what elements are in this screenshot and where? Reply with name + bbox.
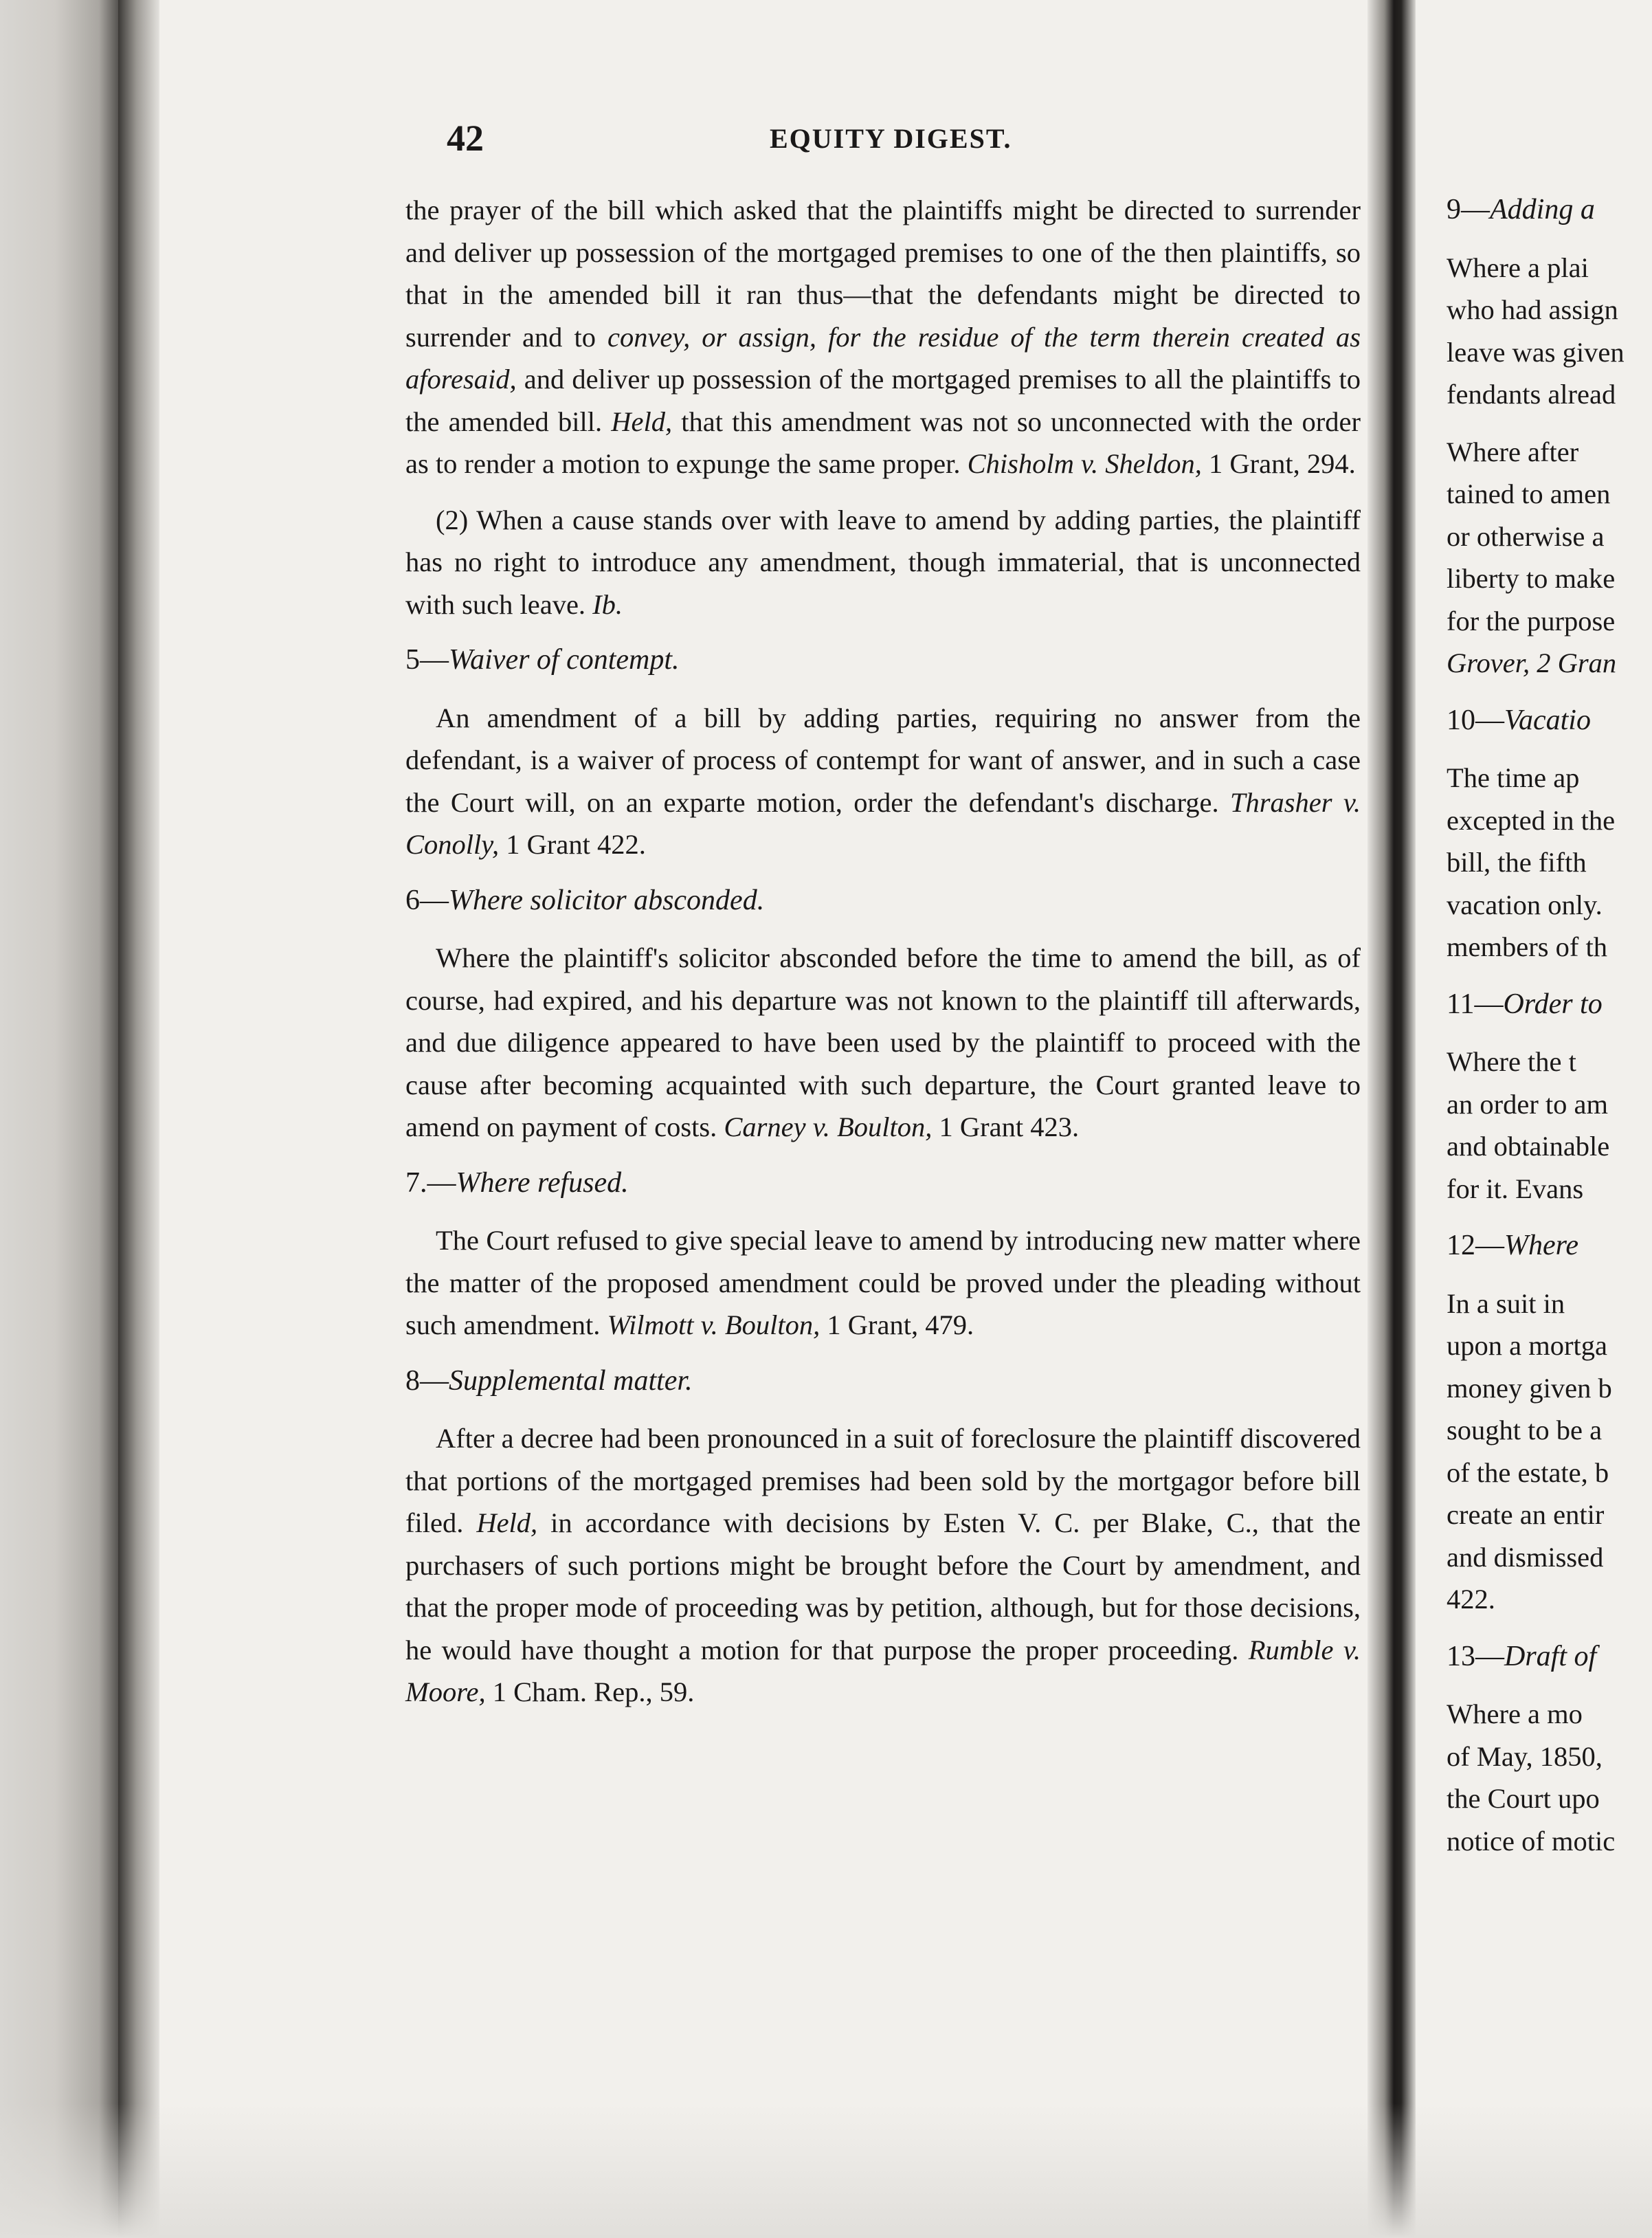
section-heading-11 xyxy=(1447,984,1652,1026)
left-page xyxy=(405,117,1361,1707)
citation-reference: 1 Cham. Rep., 59. xyxy=(485,1676,695,1707)
text-line: In a suit in xyxy=(1447,1287,1565,1319)
scan-bottom-band xyxy=(0,2103,1652,2238)
section-title: Where solicitor absconded. xyxy=(449,884,765,916)
page-number: 42 xyxy=(447,118,484,159)
section-heading-8 xyxy=(405,1360,1361,1403)
text-line: The time ap xyxy=(1447,762,1580,793)
text-line: 422. xyxy=(1447,1584,1495,1615)
text-line: members of th xyxy=(1447,931,1607,962)
text-line: excepted in the xyxy=(1447,804,1616,836)
section-number: 7.— xyxy=(405,1166,456,1199)
text-run: (2) When a cause stands over with leave to amend by adding parties, the plaintiff has no right to introduce any amendment, though immaterial, that is unconnected with such leave. xyxy=(405,504,1361,620)
section-title: Vacatio xyxy=(1504,704,1591,736)
paragraph-8 xyxy=(405,1417,1361,1714)
section-number: 5— xyxy=(405,644,449,676)
text-line: vacation only. xyxy=(1447,889,1603,920)
text-line: who had assign xyxy=(1447,294,1618,325)
text-line: sought to be a xyxy=(1447,1415,1603,1445)
text-line: Grover, 2 Gran xyxy=(1447,647,1617,678)
text-line: upon a mortga xyxy=(1447,1330,1607,1361)
section-heading-6 xyxy=(405,880,1361,922)
text-line: Where the t xyxy=(1447,1046,1576,1077)
italic-run: convey, or assign, for the residue of the term therein created as aforesaid, xyxy=(405,321,1361,395)
text-line: of May, 1850, xyxy=(1447,1740,1603,1772)
text-line: notice of motic xyxy=(1447,1825,1616,1857)
right-page-cropped xyxy=(1447,189,1652,1862)
text-line: or otherwise a xyxy=(1447,520,1605,552)
section-number: 8— xyxy=(405,1364,449,1397)
text-line: bill, the fifth xyxy=(1447,847,1587,878)
running-head xyxy=(405,117,1361,165)
text-line: tained to amen xyxy=(1447,478,1611,509)
text-run: An amendment of a bill by adding parties, requiring no answer from the defendant, is a waiver of process of contempt for want of answer, and in such a case the Court will, on an exparte motion, order the defendant's discharge. xyxy=(405,702,1361,818)
section-heading-5 xyxy=(405,639,1361,682)
text-run: The Court refused to give special leave to amend by introducing new matter where the matter of the proposed amendment could be proved under the pleading without such amendment. xyxy=(405,1225,1361,1340)
section-heading-13 xyxy=(1447,1636,1652,1678)
case-citation: Rumble v. Moore, xyxy=(405,1634,1361,1707)
section-number: 12— xyxy=(1447,1230,1504,1261)
citation-reference: 1 Grant, 294. xyxy=(1201,448,1356,479)
text-line: for it. Evans xyxy=(1447,1173,1584,1204)
running-title: EQUITY DIGEST. xyxy=(770,123,1012,154)
text-run: in accordance with decisions by Esten V. C. per Blake, C., that the purchasers of such portions might be brought before the Court by amendment, and that the proper mode of proceeding was by petition, although, but for those decisions, he would have thought a motion for that purpose the proper proceeding. xyxy=(405,1507,1361,1665)
section-title: Waiver of contempt. xyxy=(449,644,680,676)
text-line: Where after xyxy=(1447,436,1579,467)
case-citation: Chisholm v. Sheldon, xyxy=(967,448,1202,479)
citation-reference: 1 Grant 422. xyxy=(499,829,646,860)
scan-left-edge xyxy=(0,0,137,2238)
text-line: of the estate, b xyxy=(1447,1456,1609,1488)
section-number: 6— xyxy=(405,884,449,916)
body-text xyxy=(405,189,1361,1727)
held-label: Held, xyxy=(476,1507,538,1538)
section-number: 9— xyxy=(1447,194,1490,225)
text-line: money given b xyxy=(1447,1372,1612,1404)
text-line: fendants alread xyxy=(1447,379,1616,410)
case-citation: Carney v. Boulton, xyxy=(724,1111,933,1142)
text-line: leave was given xyxy=(1447,336,1625,368)
section-number: 10— xyxy=(1447,704,1504,736)
case-citation: Thrasher v. Conolly, xyxy=(405,786,1361,860)
section-number: 11— xyxy=(1447,988,1504,1020)
case-citation: Wilmott v. Boulton, xyxy=(607,1309,821,1340)
section-title: Draft of xyxy=(1504,1640,1597,1672)
text-run: that this amendment was not so unconnected with the order as to render a motion to expunge the same proper. xyxy=(405,406,1361,479)
section-heading-10 xyxy=(1447,700,1652,742)
section-title: Where xyxy=(1504,1230,1579,1261)
text-line: and obtainable xyxy=(1447,1131,1610,1162)
citation-reference: 1 Grant, 479. xyxy=(820,1309,974,1340)
text-line: an order to am xyxy=(1447,1088,1609,1120)
paragraph-6 xyxy=(405,937,1361,1149)
text-run: Where the plaintiff's solicitor absconded before the time to amend the bill, as of course, had expired, and his departure was not known to the plaintiff till afterwards, and due diligence appeared to have been used by the plaintiff to proceed with the cause after becoming acquainted with such departure, the Court granted leave to amend on payment of costs. xyxy=(405,942,1361,1142)
paragraph-2 xyxy=(405,499,1361,626)
section-title: Where refused. xyxy=(456,1166,629,1199)
section-title: Adding a xyxy=(1490,194,1595,225)
case-citation: Ib. xyxy=(592,588,623,620)
text-line: for the purpose xyxy=(1447,605,1616,636)
text-run: and deliver up possession of the mortgaged premises to all the plaintiffs to the amended bill. xyxy=(405,364,1361,437)
text-line: Where a plai xyxy=(1447,252,1589,283)
citation-reference: 1 Grant 423. xyxy=(932,1111,1080,1142)
section-heading-12 xyxy=(1447,1225,1652,1267)
section-heading-7 xyxy=(405,1162,1361,1205)
paragraph-continuation xyxy=(405,189,1361,485)
section-number: 13— xyxy=(1447,1640,1504,1672)
section-heading-9 xyxy=(1447,189,1652,232)
held-label: Held, xyxy=(611,406,673,437)
section-title: Order to xyxy=(1503,988,1603,1020)
text-line: the Court upo xyxy=(1447,1783,1600,1814)
text-line: and dismissed xyxy=(1447,1541,1604,1573)
paragraph-5 xyxy=(405,697,1361,866)
book-gutter xyxy=(1368,0,1416,2238)
text-run: the prayer of the bill which asked that the plaintiffs might be directed to surrender and deliver up possession of the mortgaged premises to one of the then plaintiffs, so that in the amended bill it ran thus—that the defendants might be directed to surrender and to xyxy=(405,195,1361,353)
text-run: After a decree had been pronounced in a suit of foreclosure the plaintiff discovered that portions of the mortgaged premises had been sold by the mortgagor before bill filed. xyxy=(405,1423,1361,1538)
text-line: create an entir xyxy=(1447,1499,1605,1530)
paragraph-7 xyxy=(405,1219,1361,1347)
text-line: Where a mo xyxy=(1447,1698,1583,1729)
section-title: Supplemental matter. xyxy=(449,1364,693,1397)
text-line: liberty to make xyxy=(1447,563,1616,594)
